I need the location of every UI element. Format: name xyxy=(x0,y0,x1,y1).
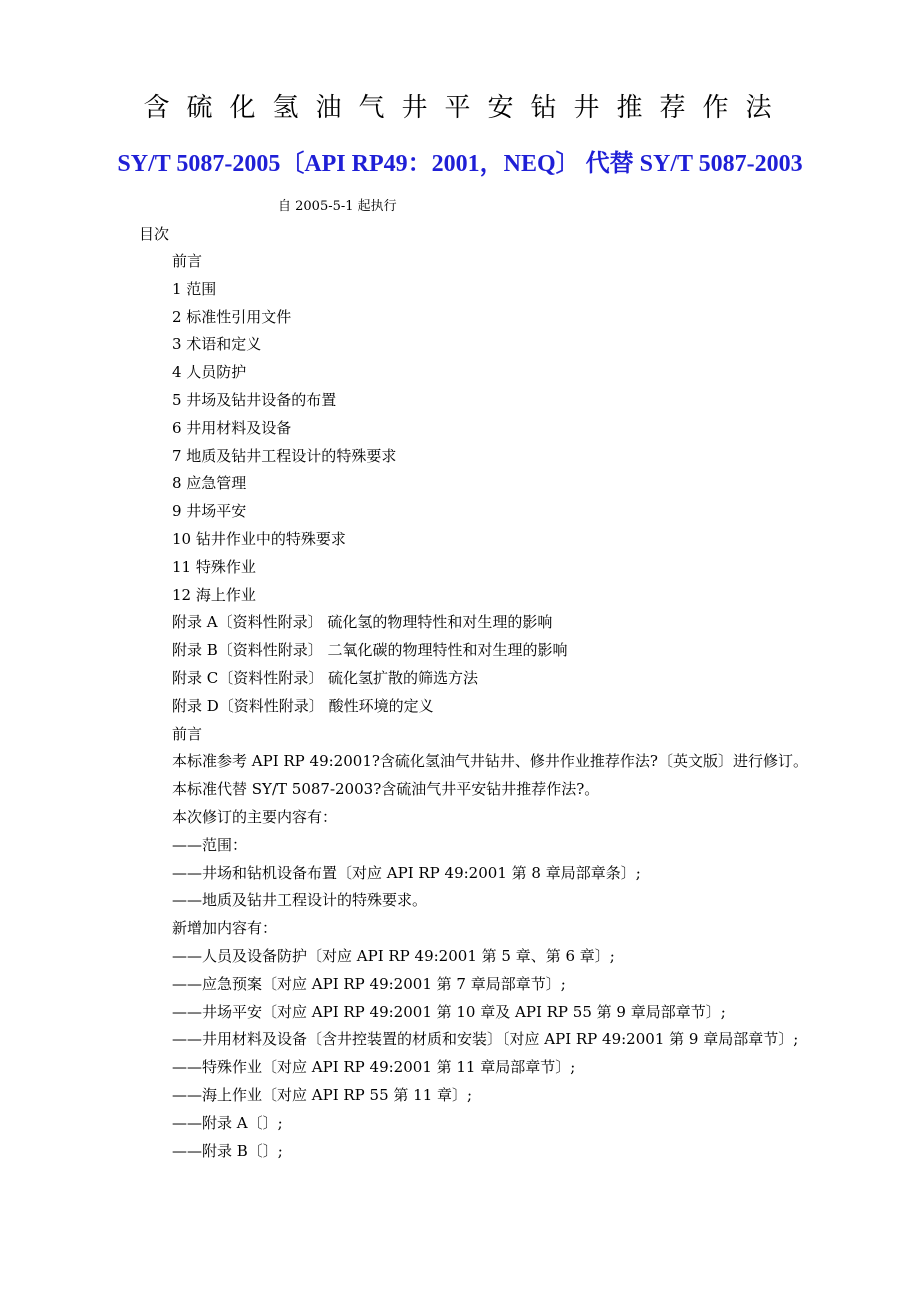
toc-heading: 目次 xyxy=(139,225,170,243)
preface-line: ——特殊作业〔对应 API RP 49:2001 第 11 章局部章节〕; xyxy=(172,1058,576,1077)
toc-item: 10 钻井作业中的特殊要求 xyxy=(172,529,346,548)
toc-item: 附录 D〔资料性附录〕 酸性环境的定义 xyxy=(172,696,434,715)
toc-item: 2 标准性引用文件 xyxy=(172,307,292,326)
toc-item: 附录 A〔资料性附录〕 硫化氢的物理特性和对生理的影响 xyxy=(172,613,553,632)
preface-line: ——地质及钻井工程设计的特殊要求。 xyxy=(172,891,428,910)
toc-item: 前言 xyxy=(172,252,203,270)
document-body xyxy=(172,248,872,1165)
toc-item: 6 井用材料及设备 xyxy=(172,418,292,437)
toc-item: 9 井场平安 xyxy=(172,502,247,521)
preface-line: ——海上作业〔对应 API RP 55 第 11 章〕; xyxy=(172,1085,473,1104)
preface-line: ——应急预案〔对应 API RP 49:2001 第 7 章局部章节〕; xyxy=(172,974,566,993)
preface-line: ——附录 A〔〕; xyxy=(172,1113,283,1132)
preface-line: 本标准代替 SY/T 5087-2003?含硫油气井平安钻井推荐作法?。 xyxy=(172,780,600,799)
document-title: 含硫化氢油气井平安钻井推荐作法 xyxy=(143,93,789,123)
toc-item: 8 应急管理 xyxy=(172,474,247,493)
effective-date: 自 2005-5-1 起执行 xyxy=(278,199,397,214)
standard-number: SY/T 5087-2005〔API RP49：2001，NEQ〕 代替 SY/T 5087-2003 xyxy=(117,151,803,177)
toc-item: 5 井场及钻井设备的布置 xyxy=(172,390,337,409)
preface-line: 本次修订的主要内容有： xyxy=(172,807,338,826)
toc-item: 附录 C〔资料性附录〕 硫化氢扩散的筛选方法 xyxy=(172,668,479,687)
toc-item: 7 地质及钻井工程设计的特殊要求 xyxy=(172,446,397,465)
preface-line: ——井场平安〔对应 API RP 49:2001 第 10 章及 API RP 55 第 9 章局部章节〕; xyxy=(172,1002,726,1021)
preface-line: ——人员及设备防护〔对应 API RP 49:2001 第 5 章、第 6 章〕; xyxy=(172,946,615,965)
toc-item: 3 术语和定义 xyxy=(172,335,262,354)
toc-item: 1 范围 xyxy=(172,279,217,298)
preface-line: 新增加内容有： xyxy=(172,919,278,938)
preface-line: 本标准参考 API RP 49:2001?含硫化氢油气井钻井、修井作业推荐作法?〔英文版〕进行修订。 xyxy=(172,752,808,771)
toc-item: 4 人员防护 xyxy=(172,363,247,382)
preface-heading: 前言 xyxy=(172,724,203,743)
toc-item: 12 海上作业 xyxy=(172,585,256,604)
preface-line: ——井场和钻机设备布置〔对应 API RP 49:2001 第 8 章局部章条〕; xyxy=(172,863,641,882)
preface-line: ——范围： xyxy=(172,835,248,854)
toc-item: 11 特殊作业 xyxy=(172,557,256,576)
toc-item: 附录 B〔资料性附录〕 二氧化碳的物理特性和对生理的影响 xyxy=(172,641,568,660)
preface-line: ——井用材料及设备〔含井控装置的材质和安装〕〔对应 API RP 49:2001 第 9 章局部章节〕; xyxy=(172,1030,799,1049)
preface-line: ——附录 B〔〕; xyxy=(172,1141,283,1160)
